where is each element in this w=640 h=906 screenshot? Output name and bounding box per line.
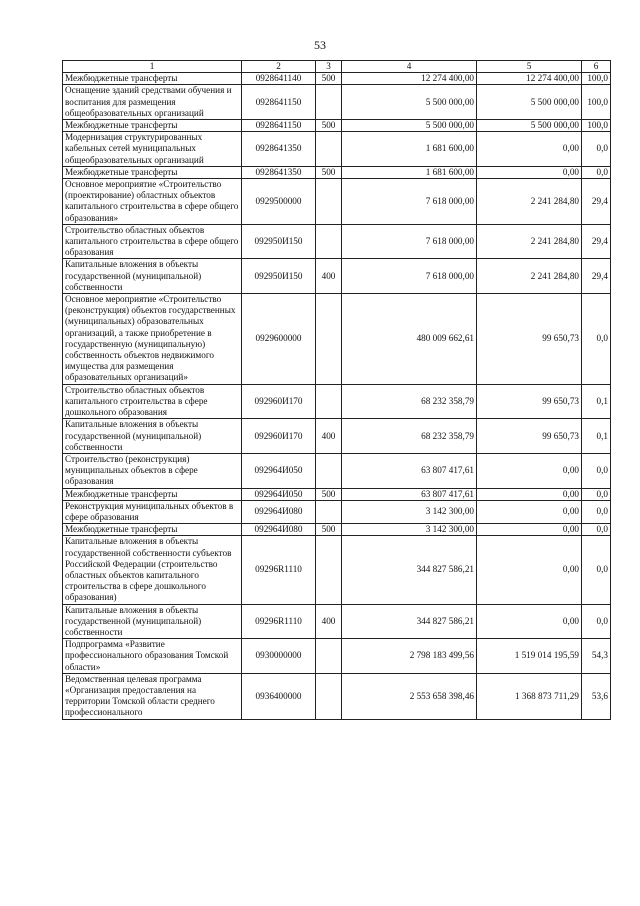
table-row: [63, 673, 611, 719]
row-actual-amount-cell: 5 500 000,00: [477, 120, 582, 132]
row-plan-amount-cell: 7 618 000,00: [342, 259, 477, 294]
row-plan-amount-cell: 7 618 000,00: [342, 179, 477, 225]
row-code-cell: 092950И150: [242, 224, 316, 259]
row-plan-amount-cell: 2 798 183 499,56: [342, 639, 477, 674]
row-expense-type-cell: [316, 536, 342, 604]
row-code-cell: 0936400000: [242, 673, 316, 719]
row-expense-type-cell: [316, 85, 342, 120]
row-name-cell: Ведомственная целевая программа «Организация предоставления на территории Томской области среднего профессионального: [63, 673, 242, 719]
row-actual-amount-cell: 99 650,73: [477, 294, 582, 385]
row-code-cell: 0928641150: [242, 85, 316, 120]
row-actual-amount-cell: 0,00: [477, 604, 582, 639]
row-percent-cell: 54,3: [582, 639, 611, 674]
table-row: [63, 453, 611, 488]
row-code-cell: 092964И050: [242, 488, 316, 500]
row-percent-cell: 0,0: [582, 294, 611, 385]
row-actual-amount-cell: 1 368 873 711,29: [477, 673, 582, 719]
row-percent-cell: 100,0: [582, 120, 611, 132]
row-plan-amount-cell: 5 500 000,00: [342, 85, 477, 120]
column-header: 5: [477, 61, 582, 73]
row-percent-cell: 29,4: [582, 179, 611, 225]
table-row: [63, 384, 611, 419]
row-name-cell: Межбюджетные трансферты: [63, 120, 242, 132]
row-expense-type-cell: [316, 224, 342, 259]
row-code-cell: 092964И080: [242, 500, 316, 523]
row-plan-amount-cell: 1 681 600,00: [342, 132, 477, 167]
row-expense-type-cell: 500: [316, 73, 342, 85]
row-expense-type-cell: 500: [316, 166, 342, 178]
table-row: [63, 224, 611, 259]
row-expense-type-cell: 400: [316, 604, 342, 639]
row-percent-cell: 0,0: [582, 453, 611, 488]
row-percent-cell: 29,4: [582, 259, 611, 294]
column-header: 1: [63, 61, 242, 73]
row-actual-amount-cell: 99 650,73: [477, 419, 582, 454]
row-plan-amount-cell: 3 142 300,00: [342, 500, 477, 523]
row-actual-amount-cell: 0,00: [477, 524, 582, 536]
table-row: [63, 166, 611, 178]
row-expense-type-cell: [316, 384, 342, 419]
row-plan-amount-cell: 7 618 000,00: [342, 224, 477, 259]
row-name-cell: Строительство областных объектов капитального строительства в сфере дошкольного образования: [63, 384, 242, 419]
row-code-cell: 092960И170: [242, 419, 316, 454]
row-name-cell: Строительство (реконструкция) муниципальных объектов в сфере образования: [63, 453, 242, 488]
row-plan-amount-cell: 1 681 600,00: [342, 166, 477, 178]
row-actual-amount-cell: 2 241 284,80: [477, 224, 582, 259]
row-percent-cell: 0,1: [582, 419, 611, 454]
row-code-cell: 0929500000: [242, 179, 316, 225]
row-actual-amount-cell: 0,00: [477, 453, 582, 488]
row-code-cell: 0930000000: [242, 639, 316, 674]
table-row: [63, 294, 611, 385]
row-code-cell: 09296R1110: [242, 536, 316, 604]
row-actual-amount-cell: 99 650,73: [477, 384, 582, 419]
table-row: [63, 179, 611, 225]
row-percent-cell: 100,0: [582, 85, 611, 120]
table-row: [63, 639, 611, 674]
row-actual-amount-cell: 0,00: [477, 132, 582, 167]
table-row: [63, 536, 611, 604]
row-plan-amount-cell: 68 232 358,79: [342, 419, 477, 454]
row-actual-amount-cell: 1 519 014 195,59: [477, 639, 582, 674]
table-row: [63, 85, 611, 120]
row-code-cell: 092950И150: [242, 259, 316, 294]
row-code-cell: 092964И050: [242, 453, 316, 488]
row-name-cell: Межбюджетные трансферты: [63, 166, 242, 178]
row-name-cell: Капитальные вложения в объекты государственной (муниципальной) собственности: [63, 259, 242, 294]
table-row: [63, 524, 611, 536]
row-actual-amount-cell: 0,00: [477, 500, 582, 523]
row-actual-amount-cell: 5 500 000,00: [477, 85, 582, 120]
row-code-cell: 0928641350: [242, 166, 316, 178]
row-expense-type-cell: 400: [316, 259, 342, 294]
row-code-cell: 0928641350: [242, 132, 316, 167]
table-row: [63, 120, 611, 132]
row-actual-amount-cell: 12 274 400,00: [477, 73, 582, 85]
row-code-cell: 092960И170: [242, 384, 316, 419]
row-plan-amount-cell: 344 827 586,21: [342, 536, 477, 604]
row-code-cell: 0928641150: [242, 120, 316, 132]
row-code-cell: 092964И080: [242, 524, 316, 536]
table-row: [63, 132, 611, 167]
row-percent-cell: 0,0: [582, 524, 611, 536]
table-row: [63, 604, 611, 639]
row-plan-amount-cell: 480 009 662,61: [342, 294, 477, 385]
row-expense-type-cell: 500: [316, 524, 342, 536]
row-name-cell: Основное мероприятие «Строительство (реконструкция) объектов государственных (муниципальных) образовательных организаций, а также приобретение в государственную (муниципальную) собственность объектов недвижимого имущества для размещения образовательных организаций»: [63, 294, 242, 385]
row-percent-cell: 0,0: [582, 500, 611, 523]
row-expense-type-cell: [316, 639, 342, 674]
row-percent-cell: 0,1: [582, 384, 611, 419]
row-expense-type-cell: [316, 179, 342, 225]
row-name-cell: Реконструкция муниципальных объектов в сфере образования: [63, 500, 242, 523]
row-name-cell: Капитальные вложения в объекты государственной собственности субъектов Российской Федерации (строительство областных объектов капитального строительства в сфере дошкольного образования): [63, 536, 242, 604]
row-name-cell: Основное мероприятие «Строительство (проектирование) областных объектов капитального строительства в сфере общего образования»: [63, 179, 242, 225]
row-percent-cell: 29,4: [582, 224, 611, 259]
row-name-cell: Модернизация структурированных кабельных сетей муниципальных общеобразовательных организаций: [63, 132, 242, 167]
row-actual-amount-cell: 0,00: [477, 536, 582, 604]
row-name-cell: Оснащение зданий средствами обучения и воспитания для размещения общеобразовательных организаций: [63, 85, 242, 120]
column-header: 4: [342, 61, 477, 73]
row-expense-type-cell: [316, 294, 342, 385]
row-plan-amount-cell: 12 274 400,00: [342, 73, 477, 85]
table-row: [63, 73, 611, 85]
row-expense-type-cell: 500: [316, 120, 342, 132]
row-code-cell: 0928641140: [242, 73, 316, 85]
row-expense-type-cell: 400: [316, 419, 342, 454]
page-number: 53: [314, 38, 326, 52]
table-row: [63, 259, 611, 294]
row-percent-cell: 0,0: [582, 604, 611, 639]
row-actual-amount-cell: 0,00: [477, 488, 582, 500]
row-expense-type-cell: [316, 673, 342, 719]
row-name-cell: Строительство областных объектов капитального строительства в сфере общего образования: [63, 224, 242, 259]
row-code-cell: 0929600000: [242, 294, 316, 385]
row-percent-cell: 0,0: [582, 536, 611, 604]
row-plan-amount-cell: 63 807 417,61: [342, 453, 477, 488]
row-expense-type-cell: [316, 500, 342, 523]
budget-table: [62, 60, 611, 720]
row-name-cell: Межбюджетные трансферты: [63, 524, 242, 536]
row-name-cell: Капитальные вложения в объекты государственной (муниципальной) собственности: [63, 419, 242, 454]
row-expense-type-cell: [316, 132, 342, 167]
row-percent-cell: 53,6: [582, 673, 611, 719]
column-number-row: [63, 61, 611, 73]
row-plan-amount-cell: 2 553 658 398,46: [342, 673, 477, 719]
row-actual-amount-cell: 2 241 284,80: [477, 179, 582, 225]
column-header: 6: [582, 61, 611, 73]
row-name-cell: Капитальные вложения в объекты государственной (муниципальной) собственности: [63, 604, 242, 639]
row-actual-amount-cell: 0,00: [477, 166, 582, 178]
row-name-cell: Межбюджетные трансферты: [63, 488, 242, 500]
row-expense-type-cell: 500: [316, 488, 342, 500]
column-header: 3: [316, 61, 342, 73]
row-plan-amount-cell: 68 232 358,79: [342, 384, 477, 419]
row-percent-cell: 0,0: [582, 166, 611, 178]
row-name-cell: Подпрограмма «Развитие профессионального образования Томской области»: [63, 639, 242, 674]
column-header: 2: [242, 61, 316, 73]
table-row: [63, 488, 611, 500]
row-plan-amount-cell: 63 807 417,61: [342, 488, 477, 500]
row-percent-cell: 100,0: [582, 73, 611, 85]
row-plan-amount-cell: 344 827 586,21: [342, 604, 477, 639]
row-plan-amount-cell: 3 142 300,00: [342, 524, 477, 536]
row-percent-cell: 0,0: [582, 132, 611, 167]
row-actual-amount-cell: 2 241 284,80: [477, 259, 582, 294]
row-name-cell: Межбюджетные трансферты: [63, 73, 242, 85]
table-row: [63, 500, 611, 523]
row-plan-amount-cell: 5 500 000,00: [342, 120, 477, 132]
table-row: [63, 419, 611, 454]
row-expense-type-cell: [316, 453, 342, 488]
row-percent-cell: 0,0: [582, 488, 611, 500]
row-code-cell: 09296R1110: [242, 604, 316, 639]
